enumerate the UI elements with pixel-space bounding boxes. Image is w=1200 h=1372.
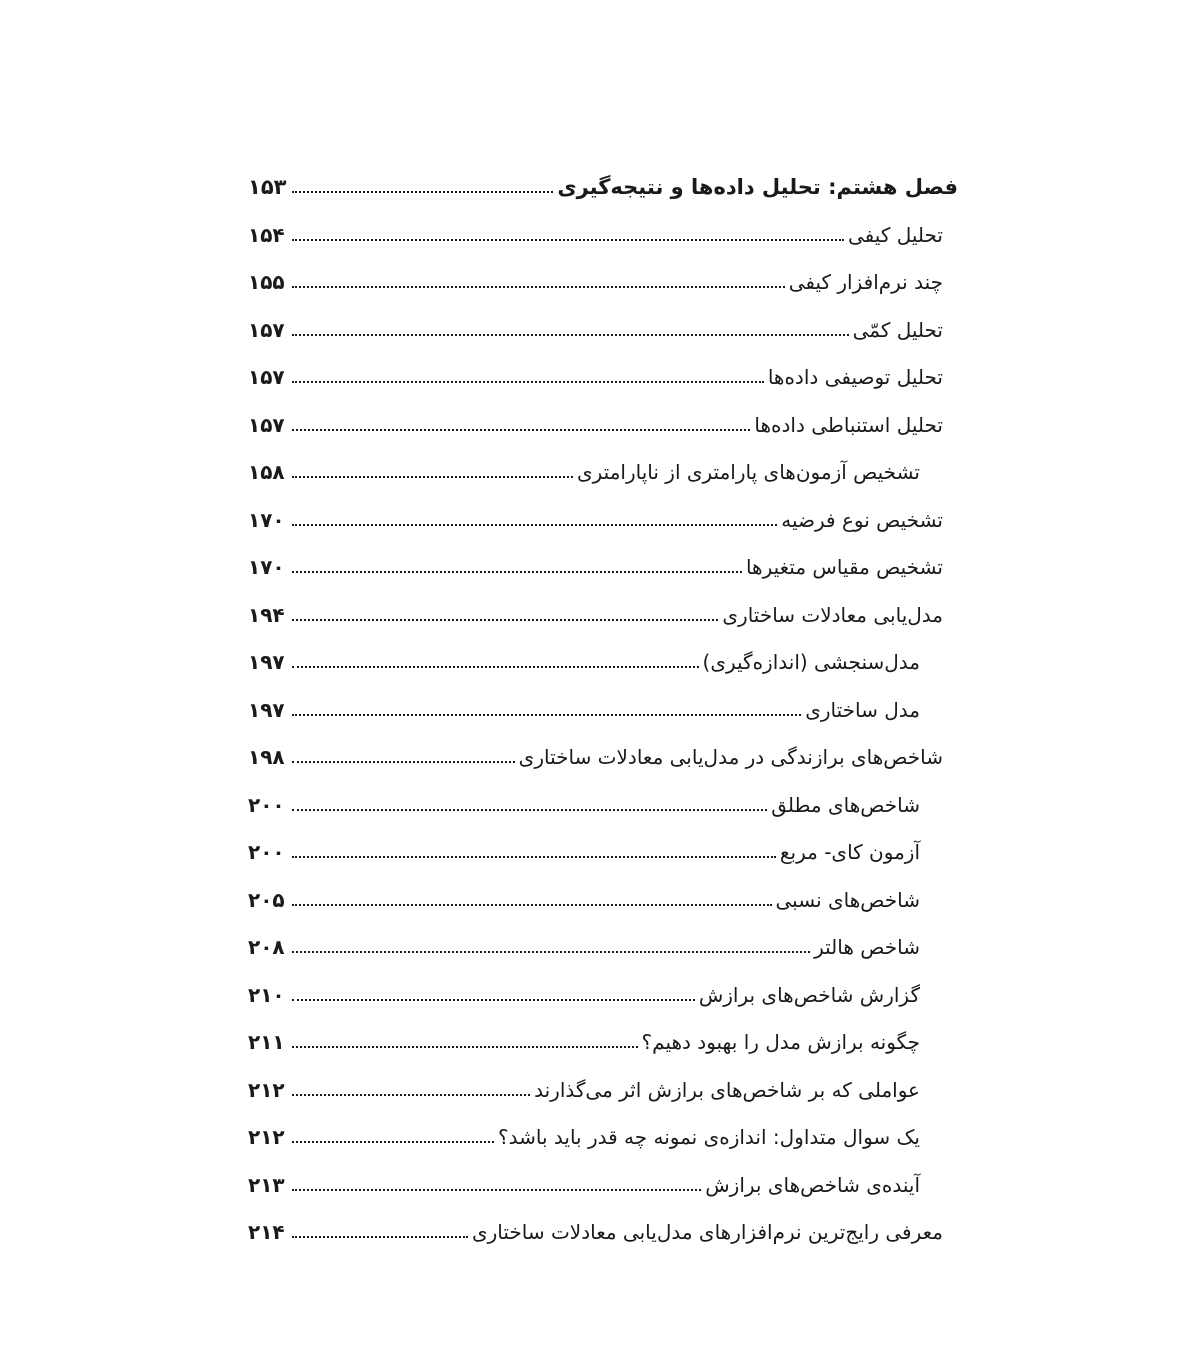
dot-leader (292, 1235, 468, 1238)
toc-entry (248, 685, 920, 725)
toc-page-number: ۱۵۵ (248, 270, 285, 294)
toc-entry-title: مدل ساختاری (805, 697, 920, 722)
toc-entry-title: مدل‌یابی معادلات ساختاری (722, 602, 943, 627)
toc-entry-title: چند نرم‌افزار کیفی (788, 270, 943, 294)
toc-page-number: ۱۹۴ (248, 602, 285, 627)
toc-entry-title: چگونه برازش مدل را بهبود دهیم؟ (641, 1030, 920, 1054)
dot-leader (292, 665, 699, 668)
toc-entry (248, 922, 920, 962)
dot-leader (292, 285, 785, 288)
toc-page-number: ۱۵۸ (248, 460, 285, 484)
dot-leader (292, 618, 718, 621)
toc-entry (248, 210, 943, 250)
toc-page-number: ۲۱۴ (248, 1220, 285, 1244)
toc-entry-title: شاخص‌های نسبی (775, 887, 920, 912)
dot-leader (292, 855, 776, 858)
toc-entry (248, 447, 920, 487)
toc-page-number: ۲۰۸ (248, 935, 285, 959)
dot-leader (292, 1140, 494, 1143)
toc-entry-title: تحلیل کیفی (848, 222, 943, 247)
toc-page-number: ۲۰۰ (248, 792, 285, 817)
toc-entry (248, 257, 943, 297)
toc-entry-title: تشخیص آزمون‌های پارامتری از ناپارامتری (576, 460, 920, 484)
toc-entry (248, 1065, 920, 1105)
dot-leader (292, 713, 801, 716)
toc-entry (248, 780, 920, 820)
toc-page-number: ۱۹۷ (248, 650, 285, 674)
dot-leader (292, 190, 553, 193)
dot-leader (292, 428, 750, 431)
toc-entry (248, 352, 943, 392)
toc-entry (248, 1017, 920, 1057)
toc-entry (248, 732, 943, 772)
toc-entry (248, 875, 920, 915)
toc-entry (248, 637, 920, 677)
toc-entry-title: معرفی رایج‌ترین نرم‌افزارهای مدل‌یابی معادلات ساختاری (471, 1220, 943, 1244)
toc-entry-title: شاخص‌های برازندگی در مدل‌یابی معادلات ساختاری (518, 745, 943, 769)
toc-entry (248, 827, 920, 867)
dot-leader (292, 1093, 530, 1096)
toc-page-number: ۱۵۴ (248, 222, 285, 247)
toc-entry (248, 400, 943, 440)
toc-entry-title: تشخیص نوع فرضیه (781, 507, 943, 532)
toc-entry-title: تحلیل کمّی (852, 317, 943, 342)
toc-page-number: ۲۰۵ (248, 887, 285, 912)
toc-page-number: ۲۱۳ (248, 1172, 285, 1197)
toc-page-number: ۲۱۰ (248, 982, 285, 1007)
toc-entry-title: آینده‌ی شاخص‌های برازش (705, 1172, 920, 1197)
toc-entry-title: تحلیل توصیفی داده‌ها (767, 365, 943, 389)
toc-entry (248, 1112, 920, 1152)
dot-leader (292, 1188, 701, 1191)
toc-entry-title: تشخیص مقیاس متغیرها (745, 555, 943, 579)
toc-entry (248, 1207, 943, 1247)
toc-entry (248, 1160, 920, 1200)
table-of-contents (0, 162, 1200, 1262)
toc-chapter-heading (248, 162, 958, 202)
toc-entry-title: فصل هشتم: تحلیل داده‌ها و نتیجه‌گیری (557, 175, 958, 199)
toc-page-number: ۱۵۷ (248, 317, 285, 342)
dot-leader (292, 523, 777, 526)
dot-leader (292, 238, 844, 241)
toc-entry-title: مدل‌سنجشی (اندازه‌گیری) (702, 650, 920, 674)
toc-page-number: ۱۷۰ (248, 507, 285, 532)
toc-page-number: ۱۷۰ (248, 555, 285, 579)
toc-page-number: ۱۹۷ (248, 697, 285, 722)
toc-page-number: ۲۱۲ (248, 1125, 285, 1149)
toc-entry (248, 970, 920, 1010)
dot-leader (292, 808, 767, 811)
toc-page-number: ۲۱۱ (248, 1030, 285, 1054)
toc-page-number: ۲۰۰ (248, 840, 285, 864)
dot-leader (292, 760, 515, 763)
dot-leader (292, 1045, 638, 1048)
toc-entry-title: یک سوال متداول: اندازه‌ی نمونه چه قدر باید باشد؟ (497, 1125, 920, 1149)
toc-page-number: ۲۱۲ (248, 1077, 285, 1102)
dot-leader (292, 475, 573, 478)
toc-entry-title: آزمون کای- مربع (779, 840, 920, 864)
dot-leader (292, 380, 764, 383)
dot-leader (292, 998, 695, 1001)
dot-leader (292, 903, 772, 906)
toc-page-number: ۱۹۸ (248, 745, 285, 769)
dot-leader (292, 570, 742, 573)
toc-entry-title: شاخص‌های مطلق (771, 792, 920, 817)
toc-entry (248, 542, 943, 582)
toc-entry (248, 495, 943, 535)
dot-leader (292, 333, 849, 336)
toc-entry (248, 305, 943, 345)
toc-page-number: ۱۵۷ (248, 365, 285, 389)
toc-page-number: ۱۵۷ (248, 412, 285, 437)
toc-entry (248, 590, 943, 630)
toc-entry-title: گزارش شاخص‌های برازش (698, 982, 920, 1007)
dot-leader (292, 950, 810, 953)
toc-entry-title: تحلیل استنباطی داده‌ها (754, 412, 943, 437)
toc-entry-title: عواملی که بر شاخص‌های برازش اثر می‌گذارند (534, 1077, 920, 1102)
toc-entry-title: شاخص هالتر (814, 935, 920, 959)
toc-page-number: ۱۵۳ (248, 175, 287, 199)
